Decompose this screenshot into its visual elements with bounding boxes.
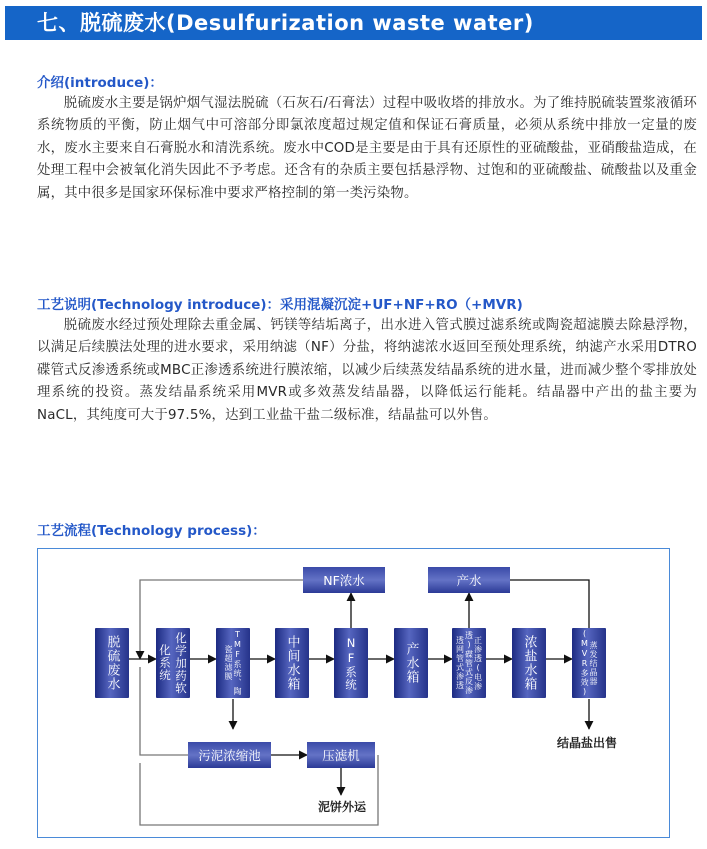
process-flow-diagram (37, 548, 670, 838)
box-forward-osmosis-ro: 正渗透(电渗透)碟管式反渗透网管式渗透 (452, 628, 486, 698)
box-sludge-thickener: 污泥浓缩池 (188, 742, 271, 768)
box-nf-system: NF系统 (334, 628, 368, 698)
box-chemical-softening: 化学加药软化系统 (156, 628, 190, 698)
box-brine-tank: 浓盐水箱 (512, 628, 546, 698)
section-banner: 七、脱硫废水(Desulfurization waste water) (5, 6, 702, 40)
tech-paragraph: 脱硫废水经过预处理除去重金属、钙镁等结垢离子，出水进入管式膜过滤系统或陶瓷超滤膜去除悬浮物，以满足后续膜法处理的进水要求，采用纳滤（NF）分盐，将纳滤浓水返回至预处理系统，纳滤产水采用DTRO碟管式反渗透系统或MBC正渗透系统进行膜浓缩，以减少后续蒸发结晶系统的进水量，进而减少整个零排放处理系统的投资。蒸发结晶系统采用MVR或多效蒸发结晶器，以降低运行能耗。结晶器中产出的盐主要为NaCL，其纯度可大于97.5%，达到工业盐干盐二级标准，结晶盐可以外售。 (37, 318, 697, 423)
box-evaporative-crystallizer: 蒸发结晶器(MVR多效) (572, 628, 606, 698)
intro-paragraph: 脱硫废水主要是锅炉烟气湿法脱硫（石灰石/石膏法）过程中吸收塔的排放水。为了维持脱硫装置浆液循环系统物质的平衡，防止烟气中可溶部分即氯浓度超过规定值和保证石膏质量，必须从系统中排放一定量的废水，废水主要来自石膏脱水和清洗系统。废水中COD是主要是由于具有还原性的亚硫酸盐，亚硝酸盐造成，在处理工程中会被氧化消失因此不予考虑。还含有的杂质主要包括悬浮物、过饱和的亚硫酸盐、硫酸盐以及重金属，其中很多是国家环保标准中要求严格控制的第一类污染物。 (37, 96, 697, 201)
box-filter-press: 压滤机 (307, 742, 375, 768)
tech-title: 工艺说明(Technology introduce)：采用混凝沉淀+UF+NF+RO（+MVR) (37, 297, 523, 313)
box-desulf-wastewater: 脱硫废水 (95, 628, 129, 698)
process-title: 工艺流程(Technology process)： (37, 523, 266, 539)
box-nf-concentrate: NF浓水 (303, 567, 385, 593)
box-intermediate-tank: 中间水箱 (275, 628, 309, 698)
output-cake-transport: 泥饼外运 (318, 800, 367, 814)
box-tmf-ceramic-uf: TMF系统、陶瓷超滤膜 (216, 628, 250, 698)
box-product-water: 产水 (428, 567, 510, 593)
box-product-tank: 产水箱 (394, 628, 428, 698)
output-salt-sale: 结晶盐出售 (557, 736, 618, 750)
intro-title: 介绍(introduce)： (37, 75, 163, 91)
